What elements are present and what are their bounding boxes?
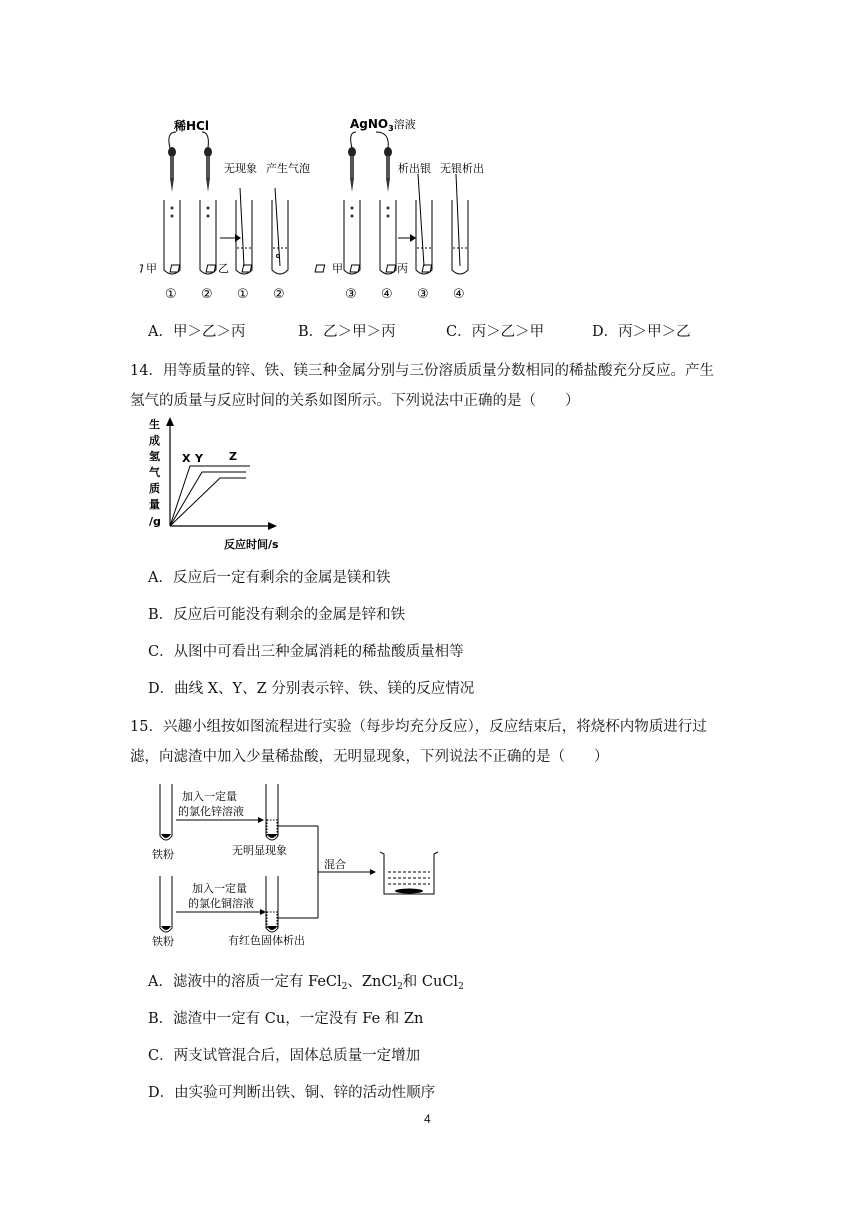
q13-obs-silver: 析出银 (398, 162, 431, 175)
q15-bottom-metal: 铁粉 (152, 935, 174, 948)
page-number: 4 (424, 1112, 431, 1126)
y-axis-label: 氢 (149, 450, 160, 463)
test-tube-icon (422, 174, 468, 274)
q15-option-c: C．两支试管混合后，固体总质量一定增加 (148, 1048, 421, 1064)
test-tube-icon (160, 876, 172, 932)
q15-option-a: A．滤液中的溶质一定有 FeCl$_2$、ZnCl$_2$和 CuCl$_2$ (148, 974, 464, 992)
test-tube-icon (266, 784, 278, 840)
q13-left-reagent: 稀HCl (174, 119, 209, 133)
q15-bottom-add-1: 加入一定量 (192, 882, 247, 895)
y-axis-label: /g (149, 515, 161, 528)
q14-stem (130, 356, 740, 416)
y-axis-label: 生 (149, 418, 160, 431)
q13-figure (140, 108, 510, 308)
y-axis-label: 成 (149, 434, 160, 447)
x-axis-label: 反应时间/s (224, 538, 279, 551)
test-tube-icon (350, 200, 396, 274)
q15-option-d: D．由实验可判断出铁、铜、锌的活动性顺序 (148, 1085, 436, 1101)
q15-mix-label: 混合 (324, 858, 346, 871)
q15-top-add-2: 的氯化锌溶液 (178, 805, 244, 818)
y-axis-label: 气 (149, 466, 160, 479)
q14-chart (140, 414, 310, 554)
q14-stem-line-1: 14．用等质量的锌、铁、镁三种金属分别与三份溶质质量分数相同的稀盐酸充分反应。产生 (130, 363, 714, 379)
q15-top-add-1: 加入一定量 (182, 790, 237, 803)
q14-option-c: C．从图中可看出三种金属消耗的稀盐酸质量相等 (148, 644, 464, 660)
q13-option-d: D．丙＞甲＞乙 (592, 324, 691, 340)
q15-bottom-result: 有红色固体析出 (228, 934, 305, 947)
tube-label: ② (273, 287, 285, 302)
beaker-icon (380, 852, 438, 894)
dropper-icon (204, 147, 212, 192)
series-y-line (170, 472, 246, 526)
q14-option-b: B．反应后可能没有剩余的金属是锌和铁 (148, 607, 406, 623)
q15-stem (130, 712, 740, 772)
test-tube-icon (206, 188, 252, 274)
q13-obs-no-change: 无现象 (224, 162, 257, 175)
arrow-right-icon (260, 909, 266, 915)
test-tube-icon (242, 188, 288, 274)
tube-label: ④ (381, 287, 393, 302)
series-x-label: X (182, 452, 191, 465)
series-y-label: Y (195, 452, 203, 465)
test-tube-icon (160, 784, 172, 840)
q13-option-c: C．丙＞乙＞甲 (446, 324, 545, 340)
metal-label-jia: 甲 (332, 262, 343, 275)
q15-option-b: B．滤渣中一定有 Cu，一定没有 Fe 和 Zn (148, 1011, 424, 1027)
q14-stem-line-2: 氢气的质量与反应时间的关系如图所示。下列说法中正确的是（ ） (130, 393, 580, 409)
test-tube-icon (170, 200, 216, 274)
arrow-right-icon (268, 522, 277, 530)
test-tube-icon (386, 174, 432, 274)
tube-label: ① (237, 287, 249, 302)
tube-label: ② (201, 287, 213, 302)
q15-figure (148, 778, 468, 950)
q14-option-d: D．曲线 X、Y、Z 分别表示锌、铁、镁的反应情况 (148, 681, 475, 697)
q15-stem-line-2: 滤，向滤渣中加入少量稀盐酸，无明显现象，下列说法不正确的是（ ） (130, 749, 609, 765)
arrow-right-icon (258, 817, 264, 823)
metal-label-jia: 甲 (146, 262, 157, 275)
tube-label: ③ (417, 287, 429, 302)
arrow-up-icon (166, 417, 174, 426)
q13-option-b: B．乙＞甲＞丙 (298, 324, 396, 340)
q15-bottom-add-2: 的氯化铜溶液 (188, 897, 254, 910)
y-axis-label: 量 (149, 498, 160, 511)
series-z-label: Z (229, 450, 237, 463)
q14-option-a: A．反应后一定有剩余的金属是镁和铁 (148, 570, 391, 586)
tube-label: ③ (345, 287, 357, 302)
q15-top-metal: 铁粉 (152, 848, 174, 861)
tube-label: ④ (453, 287, 465, 302)
q15-stem-line-1: 15．兴趣小组按如图流程进行实验（每步均充分反应），反应结束后，将烧杯内物质进行过 (130, 719, 707, 735)
q13-obs-no-silver: 无银析出 (440, 162, 484, 175)
tube-label: ① (165, 287, 177, 302)
arrow-right-icon (370, 869, 376, 875)
dropper-icon (168, 147, 176, 192)
dropper-icon (348, 147, 356, 192)
q13-right-reagent: AgNO$_3$溶液 (350, 117, 416, 133)
q13-obs-bubbles: 产生气泡 (266, 162, 310, 175)
series-z-line (170, 478, 246, 526)
test-tube-icon (266, 876, 278, 932)
metal-label-yi: 乙 (218, 262, 229, 275)
dropper-icon (384, 147, 392, 192)
q15-top-result: 无明显现象 (232, 844, 287, 857)
y-axis-label: 质 (149, 482, 160, 495)
metal-label-bing: 丙 (397, 262, 408, 275)
series-x-line (170, 466, 250, 526)
q13-option-a: A．甲＞乙＞丙 (148, 324, 246, 340)
